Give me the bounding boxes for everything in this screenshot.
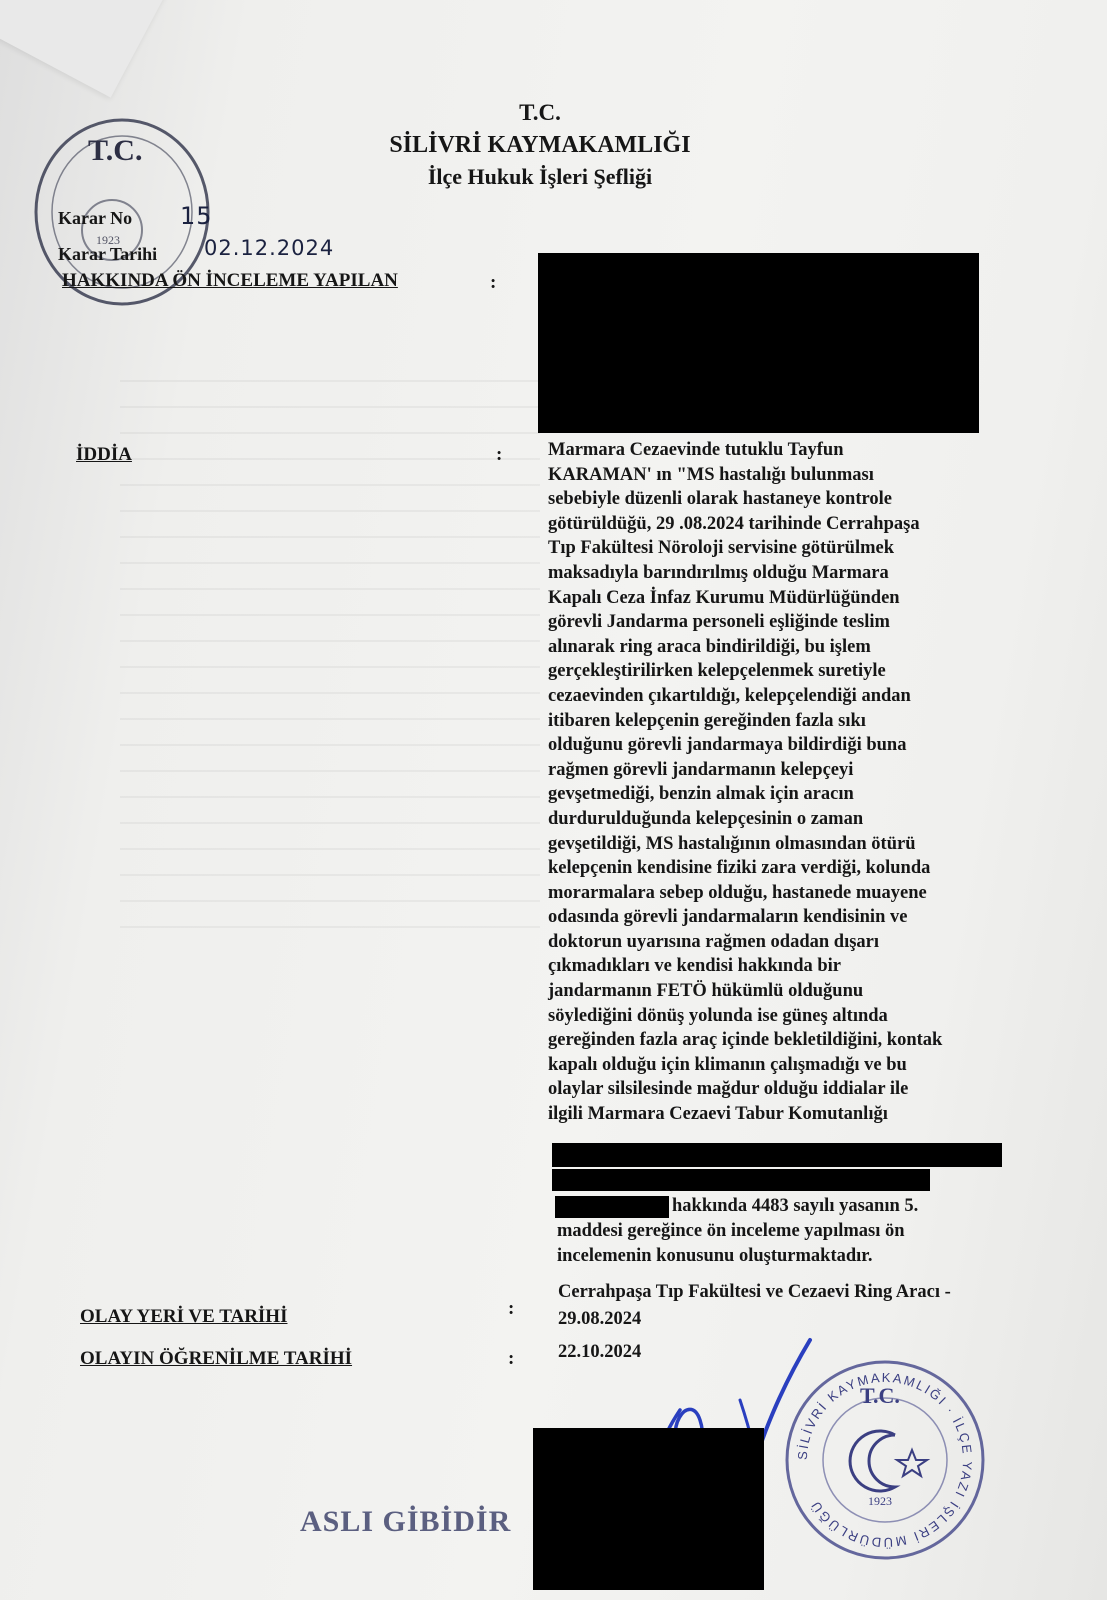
redaction-claim-3	[555, 1196, 669, 1218]
decision-date-label: Karar Tarihi	[58, 244, 158, 264]
seal-left-tc: T.C.	[88, 134, 143, 167]
subject-colon: :	[490, 272, 497, 293]
show-through-texture	[120, 380, 540, 940]
seal-right-ring-text: SİLİVRİ KAYMAKAMLIĞI · İLÇE YAZI İŞLERİ MÜDÜRLÜĞÜ	[794, 1369, 976, 1551]
claim-text: Marmara Cezaevinde tutuklu Tayfun KARAMAN' ın "MS hastalığı bulunması sebebiyle düzenli olarak hastaneye kontrole götürüldüğü, 29 .08.2024 tarihinde Cerrahpaşa Tıp Fakültesi Nöroloji servisine götürülmek maksadıyla barındırılmış olduğu Marmara Kapalı Ceza İnfaz Kurumu Müdürlüğünden görevli Jandarma personeli eşliğinde teslim alınarak ring araca bindirildiği, bu işlem gerçekleştirilirken kelepçelenmek suretiyle cezaevinden çıkartıldığı, kelepçelendiği andan itibaren kelepçenin gereğinden fazla sıkı olduğunu görevli jandarmaya bildirdiği buna rağmen görevli jandarmanın kelepçeyi gevşetmediği, benzin almak için aracın durdurulduğunda kelepçesinin o zaman gevşetildiği, MS hastalığının olmasından ötürü kelepçenin kendisine fiziki zara verdiği, kolunda morarmalara sebep olduğu, hastanede muayene odasında görevli jandarmaların kendisinin ve doktorun uyarısına rağmen odadan dışarı çıkmadıkları ve kendisi hakkında bir jandarmanın FETÖ hükümlü olduğunu söylediğini dönüş yolunda ise güneş altında gereğinden fazla araç içinde bekletildiğini, kontak kapalı olduğu için klimanın çalışmadığı ve bu olaylar silsilesinde mağdur olduğu iddialar ile ilgili Marmara Cezaevi Tabur Komutanlığı	[548, 440, 943, 1125]
learned-date-colon: :	[508, 1348, 515, 1369]
decision-number-label: Karar No	[58, 208, 133, 228]
claim-label: İDDİA	[76, 444, 132, 465]
seal-right-year: 1923	[868, 1494, 892, 1508]
header-tc: T.C.	[519, 100, 561, 125]
claim-tail-first-line: hakkında 4483 sayılı yasanın 5.	[672, 1196, 919, 1216]
header-institution: SİLİVRİ KAYMAKAMLIĞI	[389, 132, 691, 158]
incident-date: 29.08.2024	[558, 1309, 642, 1329]
learned-date-value: 22.10.2024	[558, 1342, 642, 1362]
seal-right-tc: T.C.	[860, 1383, 900, 1408]
claim-tail-rest: maddesi gereğince ön inceleme yapılması ön incelemenin konusunu oluşturmaktadır.	[557, 1221, 905, 1266]
seal-right	[780, 1355, 990, 1565]
certified-copy-stamp: ASLI GİBİDİR	[300, 1505, 512, 1538]
incident-place-date-colon: :	[508, 1298, 515, 1319]
folded-corner	[0, 0, 167, 98]
decision-number-value: 15	[180, 202, 213, 230]
seal-left-year: 1923	[96, 233, 120, 247]
header-department: İlçe Hukuk İşleri Şefliği	[427, 164, 653, 189]
incident-place-date-label: OLAY YERİ VE TARİHİ	[80, 1306, 288, 1327]
claim-colon: :	[496, 444, 503, 465]
redaction-signatory	[533, 1428, 764, 1590]
subject-label: HAKKINDA ÖN İNCELEME YAPILAN	[62, 270, 398, 291]
learned-date-label: OLAYIN ÖĞRENİLME TARİHİ	[80, 1348, 353, 1369]
redaction-subject	[538, 253, 979, 433]
redaction-claim-1	[552, 1143, 1002, 1167]
redaction-claim-2	[552, 1169, 930, 1191]
decision-date-value: 02.12.2024	[204, 236, 335, 260]
incident-place: Cerrahpaşa Tıp Fakültesi ve Cezaevi Ring Aracı -	[558, 1282, 951, 1302]
